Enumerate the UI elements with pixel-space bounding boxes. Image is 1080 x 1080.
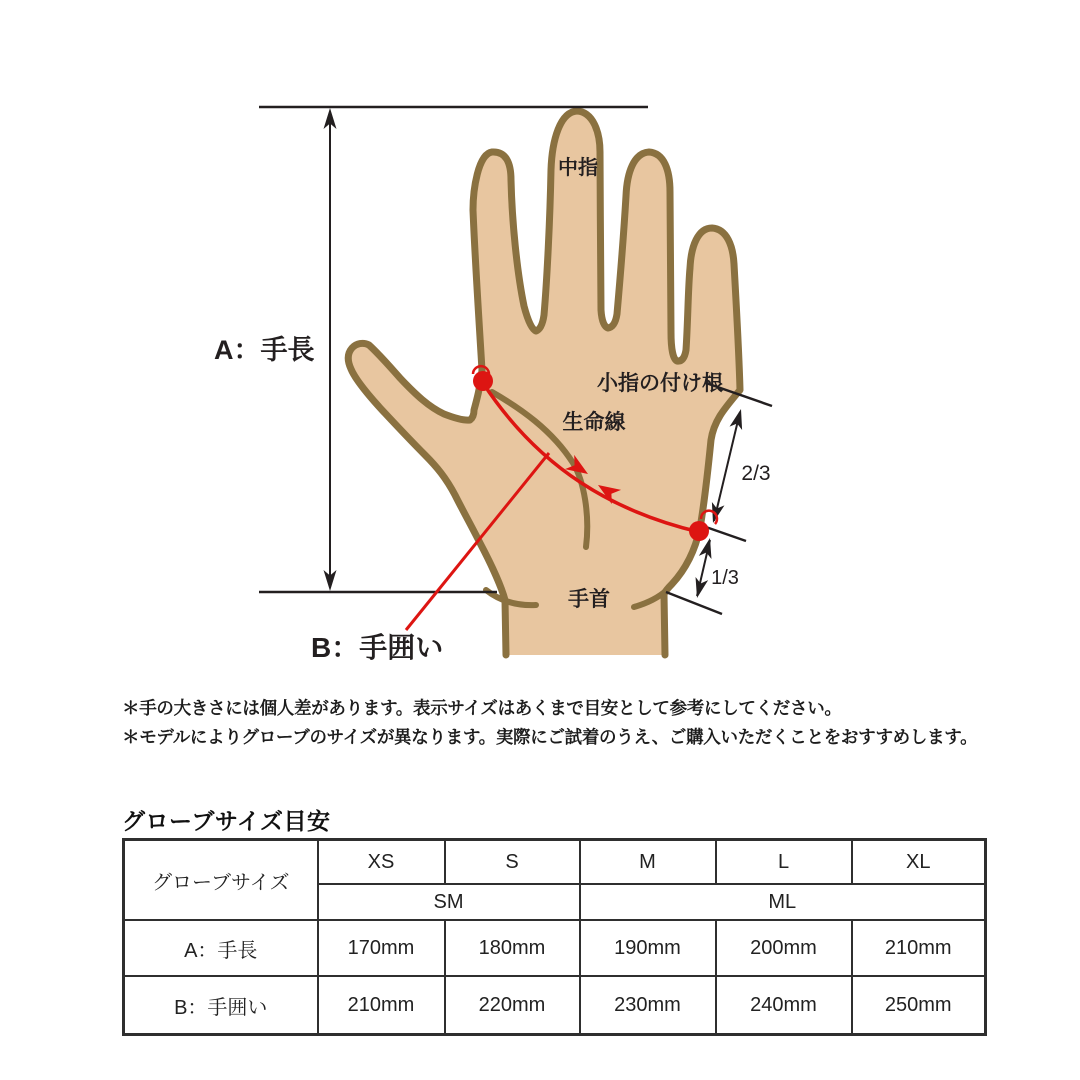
- hand-circumference-xs: 210mm: [318, 976, 445, 1035]
- one-third-label: 1/3: [711, 567, 739, 589]
- little-finger-base-label: 小指の付け根: [597, 372, 723, 395]
- size-col-s: S: [445, 840, 580, 885]
- pinky-side-point: [689, 521, 709, 541]
- size-col-m: M: [580, 840, 716, 885]
- glove-size-table: [122, 838, 987, 1036]
- hand-length-m: 190mm: [580, 920, 716, 976]
- table-row: [124, 920, 986, 976]
- two-thirds-label: 2/3: [741, 462, 771, 485]
- note-individual-difference: ＊手の大きさには個人差があります。表示サイズはあくまで目安として参考にしてください。: [122, 698, 842, 718]
- middle-finger-label: 中指: [558, 157, 598, 179]
- hand-circumference-s: 220mm: [445, 976, 580, 1035]
- size-col-l: L: [716, 840, 852, 885]
- hand-length-xl: 210mm: [852, 920, 986, 976]
- hand-circumference-l: 240mm: [716, 976, 852, 1035]
- hand-length-s: 180mm: [445, 920, 580, 976]
- size-col-xl: XL: [852, 840, 986, 885]
- size-col-xs: XS: [318, 840, 445, 885]
- hand-circumference-row-label: B：手囲い: [124, 976, 318, 1035]
- size-table-row-header: グローブサイズ: [124, 840, 318, 921]
- size-table-title: グローブサイズ目安: [122, 808, 331, 834]
- hand-circumference-label: B：手囲い: [311, 632, 444, 663]
- wrist-label: 手首: [568, 588, 610, 611]
- hand-length-row-label: A：手長: [124, 920, 318, 976]
- size-group-ml: ML: [580, 884, 986, 920]
- size-group-sm: SM: [318, 884, 580, 920]
- life-line-label: 生命線: [562, 411, 626, 434]
- hand-circumference-xl: 250mm: [852, 976, 986, 1035]
- hand-length-xs: 170mm: [318, 920, 445, 976]
- hand-circumference-m: 230mm: [580, 976, 716, 1035]
- hand-length-l: 200mm: [716, 920, 852, 976]
- table-row: [124, 976, 986, 1035]
- note-model-difference: ＊モデルによりグローブのサイズが異なります。実際にご試着のうえ、ご購入いただくことをおすすめします。: [122, 727, 978, 747]
- hand-length-label: A：手長: [214, 335, 315, 365]
- thumb-web-point: [473, 371, 493, 391]
